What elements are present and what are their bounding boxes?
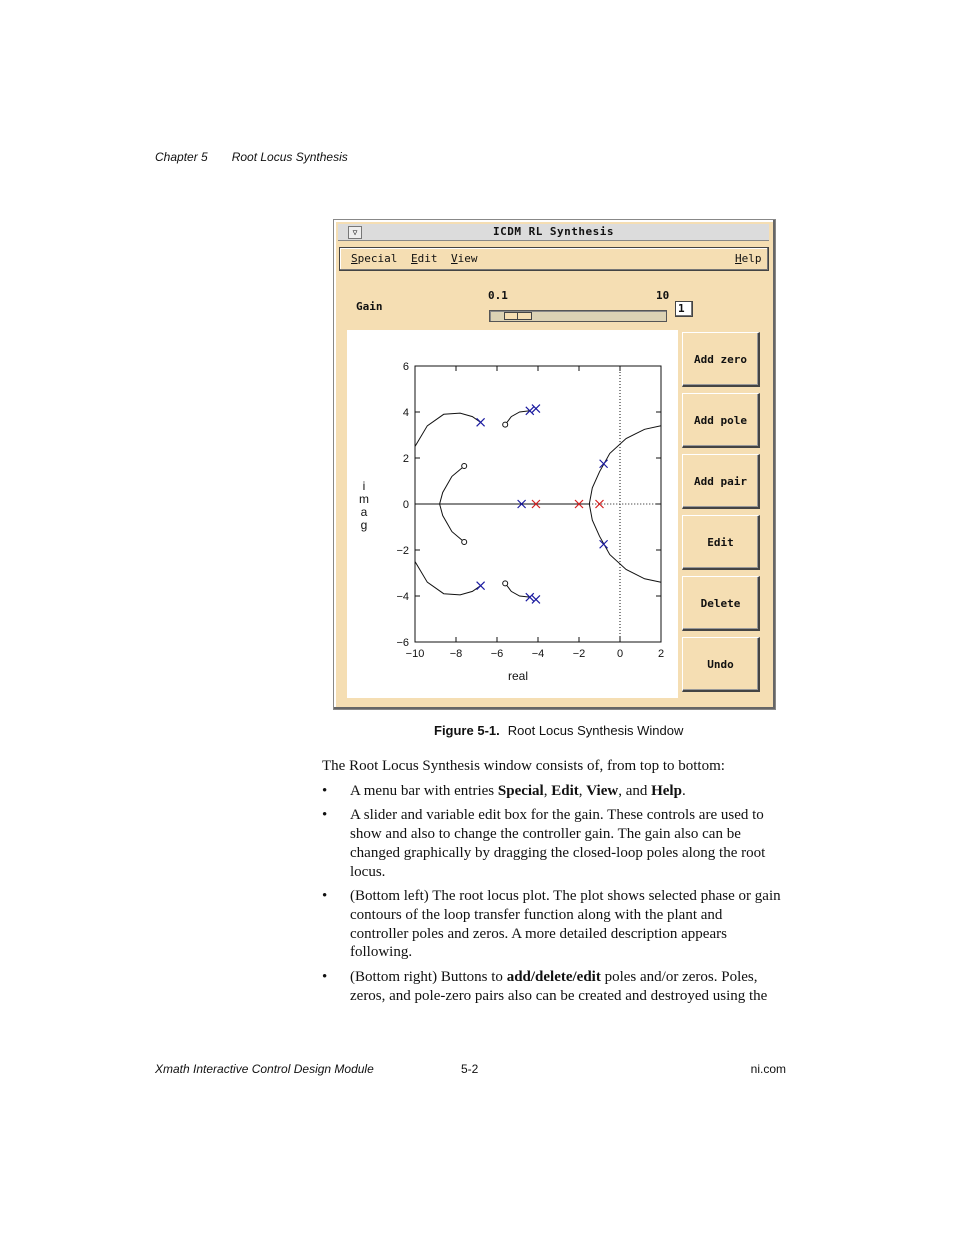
menu-help[interactable]: Help bbox=[735, 252, 762, 265]
menu-edit[interactable]: Edit bbox=[411, 252, 438, 265]
y-tick-label: 6 bbox=[402, 361, 409, 373]
slider-max-label: 10 bbox=[656, 289, 670, 302]
x-tick-label: −2 bbox=[572, 648, 586, 660]
running-header bbox=[155, 150, 348, 164]
bullet-list bbox=[322, 782, 784, 1006]
slider-min-label: 0.1 bbox=[488, 289, 508, 302]
pole-marker bbox=[477, 582, 485, 590]
add-pole-button[interactable]: Add pole bbox=[682, 393, 760, 448]
add-pair-button[interactable]: Add pair bbox=[682, 454, 760, 509]
chapter-title: Root Locus Synthesis bbox=[231, 150, 348, 164]
zero-marker bbox=[462, 539, 467, 544]
zero-marker bbox=[503, 422, 508, 427]
root-locus-chart bbox=[347, 330, 678, 698]
locus-branch bbox=[415, 413, 481, 446]
figure-number: Figure 5-1. bbox=[434, 723, 500, 738]
window-titlebar bbox=[338, 224, 769, 241]
pole-marker bbox=[532, 405, 540, 413]
x-tick-label: −10 bbox=[405, 648, 425, 660]
zero-marker bbox=[503, 581, 508, 586]
body-text bbox=[322, 757, 784, 1011]
list-item: • (Bottom right) Buttons to add/delete/edit poles and/or zeros. Poles, zeros, and pole-zero pairs also can be created and destroyed using the bbox=[322, 969, 768, 1004]
rl-synthesis-window bbox=[333, 219, 776, 710]
y-tick-label: 0 bbox=[402, 499, 409, 511]
y-axis-label bbox=[359, 479, 369, 532]
y-tick-label: 4 bbox=[402, 407, 409, 419]
footer-title: Xmath Interactive Control Design Module bbox=[155, 1062, 374, 1076]
figure-title: Root Locus Synthesis Window bbox=[507, 723, 684, 738]
y-axis-label-letter: m bbox=[359, 492, 369, 506]
add-zero-button[interactable]: Add zero bbox=[682, 332, 760, 387]
list-item: • (Bottom left) The root locus plot. The plot shows selected phase or gain contours of the loop transfer function along with the plant and controller poles and zeros. A more detailed description appears following. bbox=[322, 888, 781, 961]
y-axis-label-letter: g bbox=[360, 518, 368, 532]
locus-branch bbox=[415, 562, 481, 595]
running-footer bbox=[155, 1062, 786, 1076]
intro-paragraph: The Root Locus Synthesis window consists of, from top to bottom: bbox=[322, 758, 725, 774]
y-tick-label: 2 bbox=[402, 453, 409, 465]
gain-label: Gain bbox=[356, 300, 383, 313]
x-tick-label: 2 bbox=[657, 648, 665, 660]
x-tick-label: 0 bbox=[616, 648, 624, 660]
edit-button[interactable]: Edit bbox=[682, 515, 760, 570]
menu-view[interactable]: View bbox=[451, 252, 478, 265]
y-tick-label: −4 bbox=[396, 591, 409, 603]
chapter-label: Chapter 5 bbox=[155, 150, 208, 164]
controller-pole-marker bbox=[596, 500, 604, 508]
pole-marker bbox=[600, 540, 608, 548]
root-locus-plot[interactable] bbox=[347, 330, 678, 698]
list-item: • A slider and variable edit box for the gain. These controls are used to show and also to change the controller gain. The gain also can be changed graphically by dragging the closed-loop poles along the root locus. bbox=[322, 807, 766, 880]
gain-slider-thumb[interactable] bbox=[504, 312, 532, 320]
menu-bar bbox=[339, 247, 769, 271]
figure-caption bbox=[434, 723, 683, 738]
x-tick-label: −6 bbox=[490, 648, 504, 660]
gain-slider[interactable] bbox=[489, 310, 667, 322]
y-tick-label: −2 bbox=[396, 545, 409, 557]
pole-marker bbox=[600, 460, 608, 468]
x-tick-label: −8 bbox=[449, 648, 463, 660]
pole-marker bbox=[477, 418, 485, 426]
x-axis-label: real bbox=[507, 669, 529, 683]
y-axis-label-letter: a bbox=[360, 505, 368, 519]
list-item: • A menu bar with entries Special, Edit, View, and Help. bbox=[322, 782, 686, 799]
pole-marker bbox=[532, 595, 540, 603]
y-tick-label: −6 bbox=[396, 637, 409, 649]
x-tick-label: −4 bbox=[531, 648, 545, 660]
locus-branch bbox=[505, 583, 530, 597]
window-title: ICDM RL Synthesis bbox=[492, 225, 615, 238]
undo-button[interactable]: Undo bbox=[682, 637, 760, 692]
menu-special[interactable]: Special bbox=[351, 252, 398, 265]
window-menu-icon[interactable]: ▽ bbox=[348, 226, 362, 239]
zero-marker bbox=[462, 464, 467, 469]
footer-url: ni.com bbox=[750, 1062, 786, 1076]
locus-branch bbox=[505, 411, 530, 425]
gain-value-field[interactable]: 1 bbox=[675, 301, 693, 317]
page-number: 5-2 bbox=[461, 1062, 479, 1076]
y-axis-label-letter: i bbox=[362, 479, 366, 493]
delete-button[interactable]: Delete bbox=[682, 576, 760, 631]
